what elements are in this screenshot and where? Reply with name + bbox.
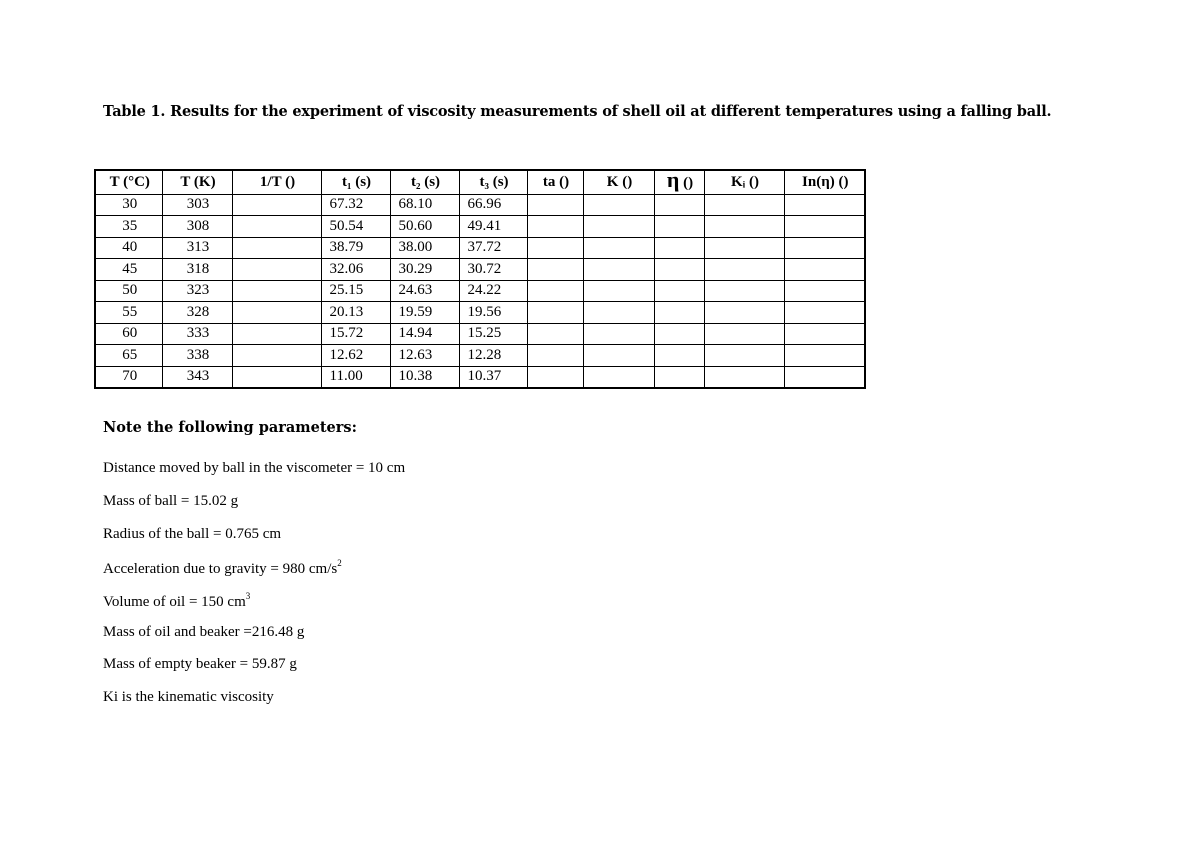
table-cell: 50.54 <box>321 216 390 238</box>
table-cell: 24.22 <box>459 280 527 302</box>
col-header-ln-eta: In(η) () <box>784 170 865 194</box>
param-distance: Distance moved by ball in the viscometer = 10 cm <box>103 460 406 476</box>
table-cell <box>583 194 654 216</box>
param-mass-ball: Mass of ball = 15.02 g <box>103 493 239 509</box>
table-cell: 38.00 <box>390 237 459 259</box>
col-header-t2: t₂ (s) <box>390 170 459 194</box>
param-gravity-text: Acceleration due to gravity = 980 cm/s <box>103 561 338 577</box>
table-cell: 40 <box>95 237 162 259</box>
table-cell: 70 <box>95 366 162 388</box>
table-cell: 30.29 <box>390 259 459 281</box>
param-radius: Radius of the ball = 0.765 cm <box>103 526 282 542</box>
table-cell <box>232 345 321 367</box>
table-cell <box>583 259 654 281</box>
table-cell: 323 <box>162 280 232 302</box>
col-header-eta <box>654 167 704 194</box>
table-row <box>95 280 865 302</box>
table-cell: 15.72 <box>321 323 390 345</box>
table-cell <box>654 302 704 324</box>
table-cell <box>704 366 784 388</box>
col-header-temp-k: T (K) <box>162 170 232 194</box>
table-cell <box>527 237 583 259</box>
table-row <box>95 216 865 238</box>
table-cell: 37.72 <box>459 237 527 259</box>
table-body <box>95 194 865 388</box>
table-cell <box>583 216 654 238</box>
table-cell: 333 <box>162 323 232 345</box>
table-cell <box>784 323 865 345</box>
table-cell: 49.41 <box>459 216 527 238</box>
table-cell <box>583 345 654 367</box>
table-cell <box>232 302 321 324</box>
table-cell: 68.10 <box>390 194 459 216</box>
table-cell <box>704 259 784 281</box>
param-gravity <box>103 558 342 578</box>
results-table <box>94 169 866 389</box>
table-cell <box>527 366 583 388</box>
table-cell: 30.72 <box>459 259 527 281</box>
table-cell <box>784 302 865 324</box>
table-cell <box>784 259 865 281</box>
col-header-inverse-t: 1/T () <box>232 170 321 194</box>
table-cell <box>527 345 583 367</box>
notes-heading: Note the following parameters: <box>103 419 357 436</box>
col-header-ki: Kᵢ () <box>704 170 784 194</box>
table-cell <box>654 216 704 238</box>
table-cell <box>232 237 321 259</box>
table-cell: 66.96 <box>459 194 527 216</box>
table-cell: 25.15 <box>321 280 390 302</box>
col-header-temp-c: T (°C) <box>95 170 162 194</box>
table-cell <box>704 345 784 367</box>
table-row <box>95 259 865 281</box>
table-cell: 10.37 <box>459 366 527 388</box>
table-cell: 318 <box>162 259 232 281</box>
table-cell <box>232 216 321 238</box>
table-cell: 343 <box>162 366 232 388</box>
table-cell <box>654 259 704 281</box>
table-cell: 38.79 <box>321 237 390 259</box>
param-volume-text: Volume of oil = 150 cm <box>103 594 246 610</box>
table-cell: 313 <box>162 237 232 259</box>
col-header-t1: t₁ (s) <box>321 170 390 194</box>
table-cell <box>704 237 784 259</box>
table-cell: 12.62 <box>321 345 390 367</box>
table-cell: 11.00 <box>321 366 390 388</box>
table-cell: 55 <box>95 302 162 324</box>
table-cell: 30 <box>95 194 162 216</box>
table-cell <box>527 216 583 238</box>
table-cell: 328 <box>162 302 232 324</box>
table-cell <box>654 345 704 367</box>
table-caption: Table 1. Results for the experiment of viscosity measurements of shell oil at different temperatures using a falling ball. <box>103 103 1052 120</box>
table-cell: 60 <box>95 323 162 345</box>
table-cell <box>704 280 784 302</box>
param-gravity-exp: 2 <box>337 558 342 568</box>
table-cell <box>527 323 583 345</box>
param-mass-empty-beaker: Mass of empty beaker = 59.87 g <box>103 656 297 672</box>
table-cell <box>704 302 784 324</box>
table-cell: 50 <box>95 280 162 302</box>
table-row <box>95 302 865 324</box>
table-cell: 35 <box>95 216 162 238</box>
table-cell <box>784 366 865 388</box>
table-cell <box>583 366 654 388</box>
table-cell <box>527 280 583 302</box>
table-cell <box>232 194 321 216</box>
table-cell <box>232 323 321 345</box>
table-cell <box>784 194 865 216</box>
table-cell <box>654 366 704 388</box>
table-cell <box>704 323 784 345</box>
table-cell: 50.60 <box>390 216 459 238</box>
table-cell: 19.59 <box>390 302 459 324</box>
table-cell <box>654 323 704 345</box>
param-volume <box>103 591 250 611</box>
table-cell <box>784 345 865 367</box>
col-header-k: K () <box>583 170 654 194</box>
table-cell: 303 <box>162 194 232 216</box>
table-cell <box>232 366 321 388</box>
table-row <box>95 237 865 259</box>
table-cell <box>704 194 784 216</box>
col-header-ta: ta () <box>527 170 583 194</box>
table-cell <box>704 216 784 238</box>
table-cell: 12.28 <box>459 345 527 367</box>
table-cell <box>654 237 704 259</box>
table-cell <box>583 280 654 302</box>
eta-unit: () <box>679 175 694 192</box>
table-cell <box>784 216 865 238</box>
table-cell <box>583 323 654 345</box>
table-cell: 308 <box>162 216 232 238</box>
table-cell: 65 <box>95 345 162 367</box>
table-row <box>95 345 865 367</box>
table-cell: 10.38 <box>390 366 459 388</box>
param-ki-definition: Ki is the kinematic viscosity <box>103 689 274 705</box>
table-cell <box>654 280 704 302</box>
table-cell: 32.06 <box>321 259 390 281</box>
table-cell <box>232 259 321 281</box>
table-cell <box>583 302 654 324</box>
table-cell: 67.32 <box>321 194 390 216</box>
header-row <box>95 170 865 194</box>
table-cell <box>232 280 321 302</box>
table-cell: 14.94 <box>390 323 459 345</box>
table-cell <box>527 259 583 281</box>
eta-symbol: η <box>666 167 680 193</box>
table-cell <box>784 280 865 302</box>
table-cell: 19.56 <box>459 302 527 324</box>
param-mass-oil-beaker: Mass of oil and beaker =216.48 g <box>103 624 305 640</box>
table-cell <box>527 302 583 324</box>
table-cell: 24.63 <box>390 280 459 302</box>
table-row <box>95 323 865 345</box>
table-cell <box>583 237 654 259</box>
table-cell: 338 <box>162 345 232 367</box>
table-cell: 45 <box>95 259 162 281</box>
table-cell: 12.63 <box>390 345 459 367</box>
table-cell <box>654 194 704 216</box>
table-cell: 15.25 <box>459 323 527 345</box>
table-row <box>95 366 865 388</box>
table-cell: 20.13 <box>321 302 390 324</box>
table-cell <box>784 237 865 259</box>
col-header-t3: t₃ (s) <box>459 170 527 194</box>
table-cell <box>527 194 583 216</box>
param-volume-exp: 3 <box>245 591 251 601</box>
table-row <box>95 194 865 216</box>
